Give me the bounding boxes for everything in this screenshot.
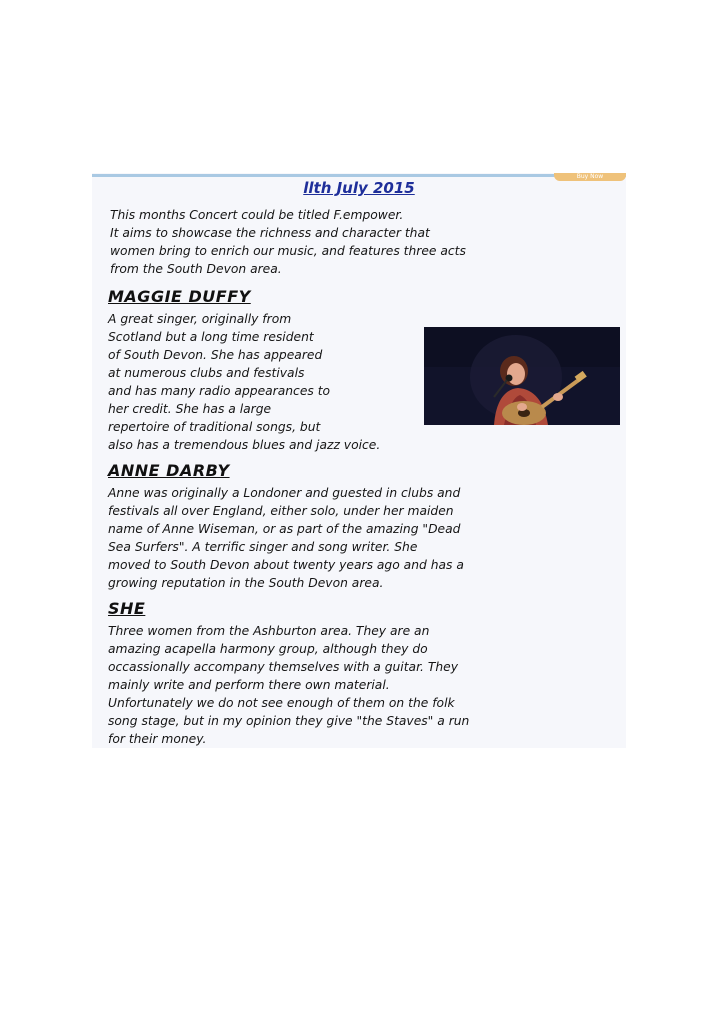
description-line: of South Devon. She has appeared bbox=[108, 348, 323, 362]
top-divider bbox=[92, 174, 626, 177]
description-line: Scotland but a long time resident bbox=[108, 330, 314, 344]
description-line: Anne was originally a Londoner and guested in clubs and bbox=[108, 486, 461, 500]
description-line: and has many radio appearances to bbox=[108, 384, 331, 398]
description-line: festivals all over England, either solo, under her maiden bbox=[108, 504, 454, 518]
act-description-anne-darby bbox=[108, 484, 464, 592]
description-line: her credit. She has a large bbox=[108, 402, 272, 416]
description-line: mainly write and perform there own material. bbox=[108, 678, 390, 692]
singer-with-guitar-image bbox=[424, 327, 620, 425]
description-line: at numerous clubs and festivals bbox=[108, 366, 305, 380]
performer-photo bbox=[424, 327, 620, 425]
act-heading-maggie-duffy: MAGGIE DUFFY bbox=[108, 287, 251, 306]
description-line: Unfortunately we do not see enough of them on the folk bbox=[108, 696, 455, 710]
description-line: Three women from the Ashburton area. They are an bbox=[108, 624, 430, 638]
description-line: growing reputation in the South Devon area. bbox=[108, 576, 384, 590]
description-line: occassionally accompany themselves with a guitar. They bbox=[108, 660, 458, 674]
intro-line: It aims to showcase the richness and character that bbox=[110, 226, 430, 240]
intro-line: women bring to enrich our music, and features three acts bbox=[110, 244, 466, 258]
act-heading-anne-darby: ANNE DARBY bbox=[108, 461, 230, 480]
description-line: A great singer, originally from bbox=[108, 312, 292, 326]
intro-line: from the South Devon area. bbox=[110, 262, 282, 276]
description-line: song stage, but in my opinion they give "the Staves" a run bbox=[108, 714, 470, 728]
corner-tag: Buy Now bbox=[554, 173, 626, 181]
description-line: name of Anne Wiseman, or as part of the amazing "Dead bbox=[108, 522, 461, 536]
date-heading: llth July 2015 bbox=[303, 179, 415, 197]
newsletter-page bbox=[92, 173, 626, 748]
act-description-maggie-duffy bbox=[108, 310, 380, 454]
description-line: also has a tremendous blues and jazz voice. bbox=[108, 438, 381, 452]
description-line: for their money. bbox=[108, 732, 207, 746]
intro-line: This months Concert could be titled F.empower. bbox=[110, 208, 404, 222]
description-line: repertoire of traditional songs, but bbox=[108, 420, 321, 434]
description-line: Sea Surfers". A terrific singer and song writer. She bbox=[108, 540, 418, 554]
act-description-she bbox=[108, 622, 469, 748]
act-heading-she: SHE bbox=[108, 599, 146, 618]
description-line: amazing acapella harmony group, although they do bbox=[108, 642, 428, 656]
intro-paragraph bbox=[110, 206, 466, 278]
description-line: moved to South Devon about twenty years ago and has a bbox=[108, 558, 464, 572]
